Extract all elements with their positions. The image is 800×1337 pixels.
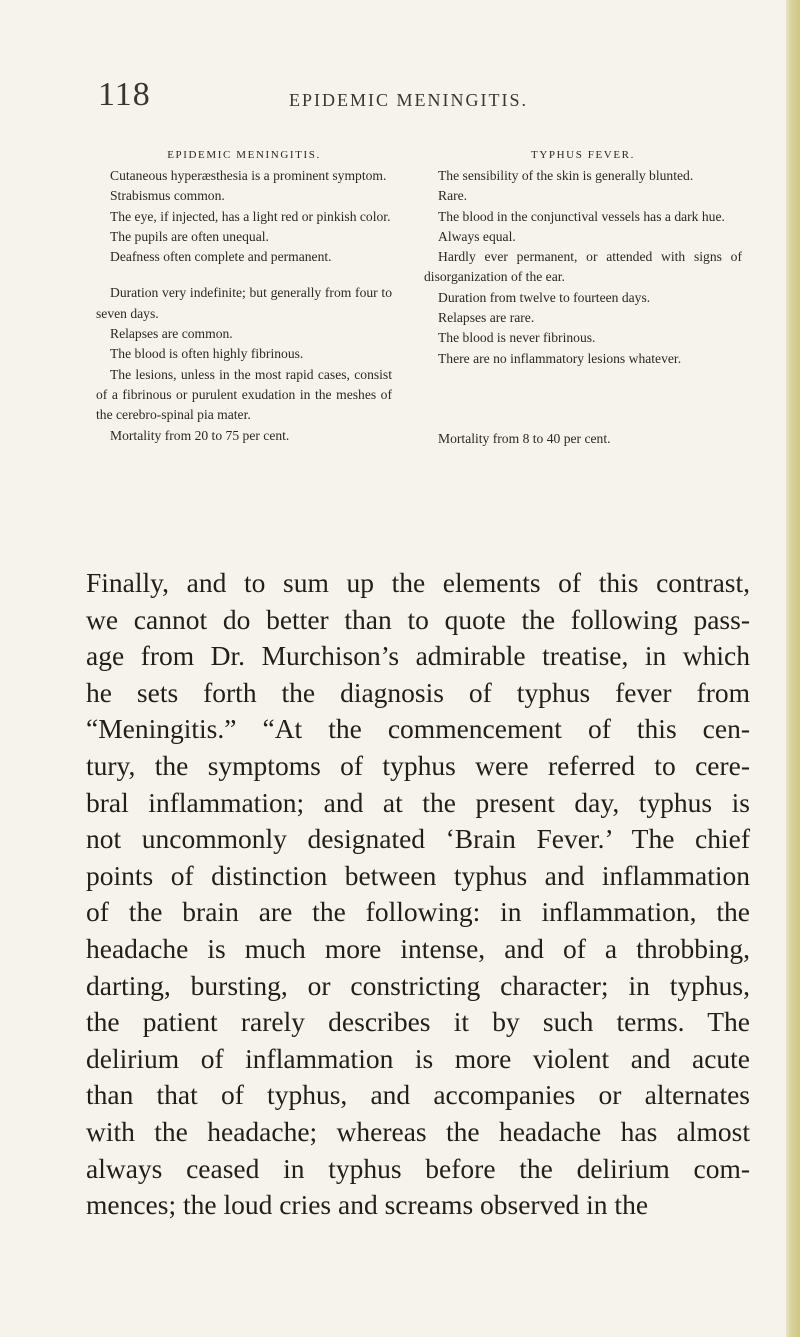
text-line: always ceased in typhus before the delirium com- [86,1152,750,1184]
typhus-item: Hardly ever permanent, or attended with signs of disorganization of the ear. [424,249,742,285]
typhus-item: The blood in the conjunctival vessels has a dark hue. [438,208,725,224]
text-line: of the brain are the following: in inflammation, the [86,896,750,928]
page-number: 118 [98,76,151,113]
typhus-item: Rare. [438,188,468,204]
running-head: EPIDEMIC MENINGITIS. [289,90,528,110]
page-edge-shadow [786,0,800,1337]
meningitis-column-heading: EPIDEMIC MENINGITIS. [167,149,321,161]
meningitis-item: The eye, if injected, has a light red or pinkish color. [110,208,391,224]
meningitis-item: Relapses are common. [110,326,233,342]
meningitis-item: Mortality from 20 to 75 per cent. [110,427,290,443]
text-line: “Meningitis.” “At the commencement of this cen- [86,713,750,745]
text-line: he sets forth the diagnosis of typhus fever from [86,676,750,708]
text-line: Finally, and to sum up the elements of this contrast, [86,567,750,598]
text-line: darting, bursting, or constricting character; in typhus, [86,969,750,1001]
text-line: mences; the loud cries and screams observed in the [86,1189,649,1221]
typhus-column-heading: TYPHUS FEVER. [531,149,635,161]
typhus-column [424,145,742,449]
typhus-item: Always equal. [438,228,516,244]
text-line: delirium of inflammation is more violent and acute [86,1042,750,1074]
typhus-item: There are no inflammatory lesions whatever. [438,350,682,366]
meningitis-item: The pupils are often unequal. [110,228,269,244]
text-line: the patient rarely describes it by such terms. The [86,1006,750,1038]
text-line: headache is much more intense, and of a throbbing, [86,932,750,964]
meningitis-column [96,145,392,446]
typhus-item: Relapses are rare. [438,310,535,326]
text-line: points of distinction between typhus and inflammation [86,859,750,891]
typhus-item: Duration from twelve to fourteen days. [438,289,651,305]
meningitis-item: Deafness often complete and permanent. [110,249,332,265]
text-line: tury, the symptoms of typhus were referred to cere- [86,749,750,781]
text-line: with the headache; whereas the headache has almost [86,1115,750,1147]
typhus-item: Mortality from 8 to 40 per cent. [438,430,611,446]
text-line: not uncommonly designated ‘Brain Fever.’ The chief [86,823,750,855]
meningitis-item: Duration very indefinite; but generally from four to seven days. [96,285,392,321]
text-line: bral inflammation; and at the present day, typhus is [86,786,750,818]
text-line: than that of typhus, and accompanies or alternates [86,1079,750,1111]
text-line: we cannot do better than to quote the following pass- [86,603,750,635]
meningitis-item: The blood is often highly fibrinous. [110,346,304,362]
meningitis-item: Strabismus common. [110,188,225,204]
body-paragraph [86,565,750,1224]
text-line: age from Dr. Murchison’s admirable treatise, in which [86,640,750,672]
typhus-item: The blood is never fibrinous. [438,330,596,346]
typhus-item: The sensibility of the skin is generally blunted. [438,168,694,183]
meningitis-item: Cutaneous hyperæsthesia is a prominent symptom. [110,168,387,183]
meningitis-item: The lesions, unless in the most rapid cases, consist of a fibrinous or purulent exudation in the meshes of the cerebro-spinal pia mater. [96,366,392,423]
page-header [98,76,738,116]
